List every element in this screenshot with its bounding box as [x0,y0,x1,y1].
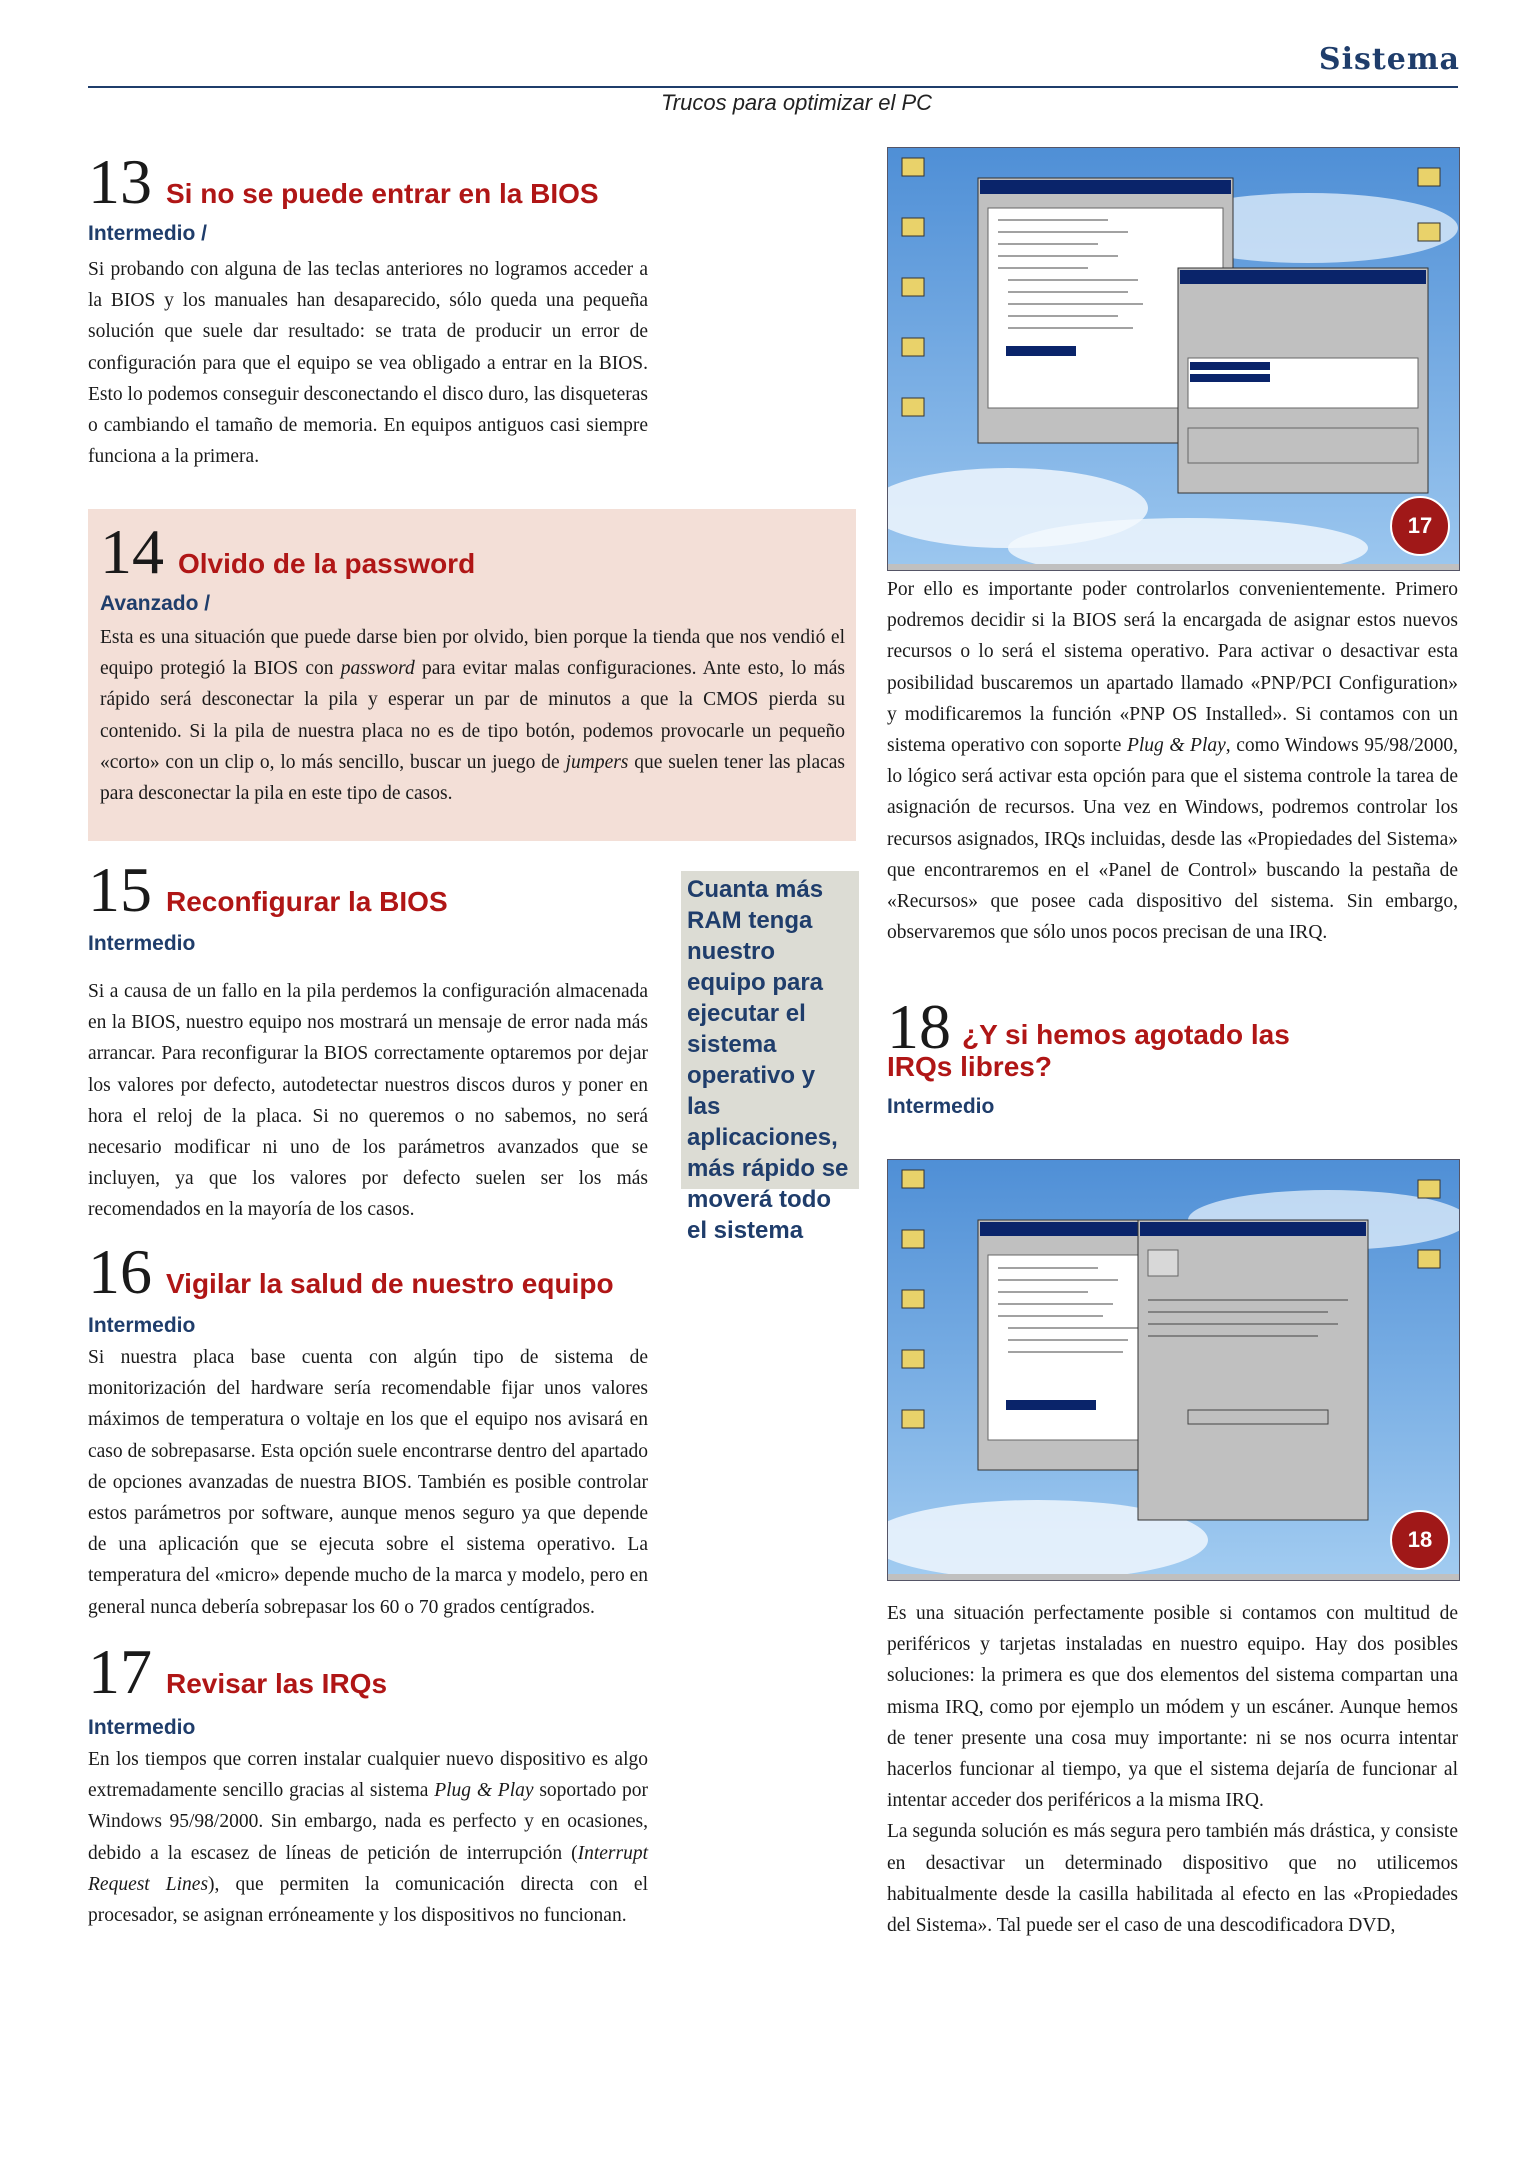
figure-17-badge: 17 [1390,496,1450,556]
section-number: 14 [100,516,164,587]
pull-quote-text: Cuanta más RAM tenga nuestro equipo para ejecutar el sistema operativo y las aplicaciones, más rápido se moverá todo el sistema [687,876,849,1244]
section-header-subtitle: Trucos para optimizar el PC [660,90,932,115]
section-number: 16 [88,1236,152,1307]
section-title: ¿Y si hemos agotado las IRQs libres? [887,1019,1290,1082]
difficulty-level: Intermedio [88,932,196,955]
section-18 [887,991,1458,1119]
section-17-continued [887,574,1458,948]
header-rule [88,86,1458,88]
difficulty-level: Intermedio [88,1314,196,1337]
section-title: Olvido de la password [178,548,476,579]
section-18-body [887,1598,1458,1941]
section-title: Vigilar la salud de nuestro equipo [166,1268,614,1299]
section-body: Si a causa de un fallo en la pila perdemos la configuración almacenada en la BIOS, nuestro equipo nos mostrará un mensaje de error nada más arrancar. Para reconfigurar la BIOS correctamente optaremos por dejar los valores por defecto, autodetectar nuestros discos duros y poner en hora el reloj de la placa. Si no queremos o no sabemos, no será necesario modificar ni uno de los parámetros avanzados que se incluyen, ya que los valores por defecto suelen ser los más recomendados en la mayoría de los casos. [88,981,648,1221]
section-body-paragraph-2: La segunda solución es más segura pero también más drástica, y consiste en desactivar un determinado dispositivo que no utilicemos habitualmente desde la casilla habilitada al efecto en las «Propiedades del Sistema». Tal puede ser el caso de una descodificadora DVD, [887,1821,1458,1937]
difficulty-level: Avanzado / [100,592,211,615]
section-body: Esta es una situación que puede darse bien por olvido, bien porque la tienda que nos vendió el equipo protegió la BIOS con password para evitar malas configuraciones. Ante esto, lo más rápido será desconectar la pila y esperar un par de minutos a que la CMOS pierda su contenido. Si la pila de nuestra placa no es de tipo botón, podemos provocarle un pequeño «corto» con un clip o, lo más sencillo, buscar un juego de jumpers que suelen tener las placas para desconectar la pila en este tipo de casos. [100,627,845,805]
section-17 [88,1636,649,1931]
section-14 [100,516,845,809]
section-body-paragraph-1: Es una situación perfectamente posible si contamos con multitud de periféricos y tarjetas instaladas en nuestro equipo. Hay dos posibles soluciones: la primera es que dos elementos del sistema compartan una misma IRQ, como por ejemplo un módem y un escáner. Aunque hemos de tener presente una cosa muy importante: ni se nos ocurra intentar hacerlos funcionar al tiempo, ya que el sistema dejaría de funcionar al intentar acceder dos periféricos a la misma IRQ. [887,1603,1458,1812]
section-body: Si nuestra placa base cuenta con algún tipo de sistema de monitorización del hardware sería recomendable fijar unos valores máximos de temperatura o voltaje en los que el equipo nos avisará en caso de sobrepasarse. Esta opción suele encontrarse dentro del apartado de opciones avanzadas de nuestra BIOS. También es posible controlar estos parámetros por software, aunque menos seguro ya que depende de una aplicación que se ejecuta sobre el sistema operativo. La temperatura del «micro» depende mucho de la marca y modelo, pero en general nunca debería sobrepasar los 60 o 70 grados centígrados. [88,1347,648,1618]
difficulty-level: Intermedio / [88,222,208,245]
section-number: 18 [887,991,951,1062]
section-title: Reconfigurar la BIOS [166,886,448,917]
pull-quote-box [681,871,859,1244]
section-15 [88,854,648,1226]
figure-17-screenshot [887,147,1460,571]
section-number: 13 [88,146,152,217]
section-body: En los tiempos que corren instalar cualquier nuevo dispositivo es algo extremadamente sencillo gracias al sistema Plug & Play soportado por Windows 95/98/2000. Sin embargo, nada es perfecto y en ocasiones, debido a la escasez de líneas de petición de interrupción (Interrupt Request Lines), que permiten la comunicación directa con el procesador, se asignan erróneamente y los dispositivos no funcionan. [88,1749,649,1927]
section-number: 15 [88,854,152,925]
desktop-screenshot-image [888,1160,1459,1580]
section-body: Por ello es importante poder controlarlos convenientemente. Primero podremos decidir si la BIOS será la encargada de asignar estos nuevos recursos o lo será el sistema operativo. Para activar o desactivar esta posibilidad buscaremos un apartado llamado «PNP/PCI Configuration» y modificaremos la función «PNP OS Installed». Si contamos con un sistema operativo con soporte Plug & Play, como Windows 95/98/2000, lo lógico será activar esta opción para que el sistema controle la tarea de asignación de recursos. Una vez en Windows, podremos controlar los recursos asignados, IRQs incluidas, desde las «Propiedades del Sistema» que encontraremos en el «Panel de Control» buscando la pestaña de «Recursos» que posee cada dispositivo del sistema. Sin embargo, observaremos que sólo unos pocos precisan de una IRQ. [887,579,1458,944]
section-header-title: Sistema [1318,42,1460,77]
figure-18-badge: 18 [1390,1510,1450,1570]
section-title: Si no se puede entrar en la BIOS [166,178,599,209]
section-16 [88,1236,648,1623]
section-number: 17 [88,1636,152,1707]
figure-18-screenshot [887,1159,1460,1581]
section-body: Si probando con alguna de las teclas anteriores no logramos acceder a la BIOS y los manuales han desaparecido, sólo queda una pequeña solución que suele dar resultado: se trata de producir un error de configuración para que el equipo se vea obligado a entrar en la BIOS. Esto lo podemos conseguir desconectando el disco duro, las disqueteras o cambiando el tamaño de memoria. En equipos antiguos casi siempre funciona a la primera. [88,259,648,468]
section-13 [88,146,648,472]
difficulty-level: Intermedio [88,1716,196,1739]
section-title: Revisar las IRQs [166,1668,388,1699]
difficulty-level: Intermedio [887,1095,995,1118]
desktop-screenshot-image [888,148,1459,570]
